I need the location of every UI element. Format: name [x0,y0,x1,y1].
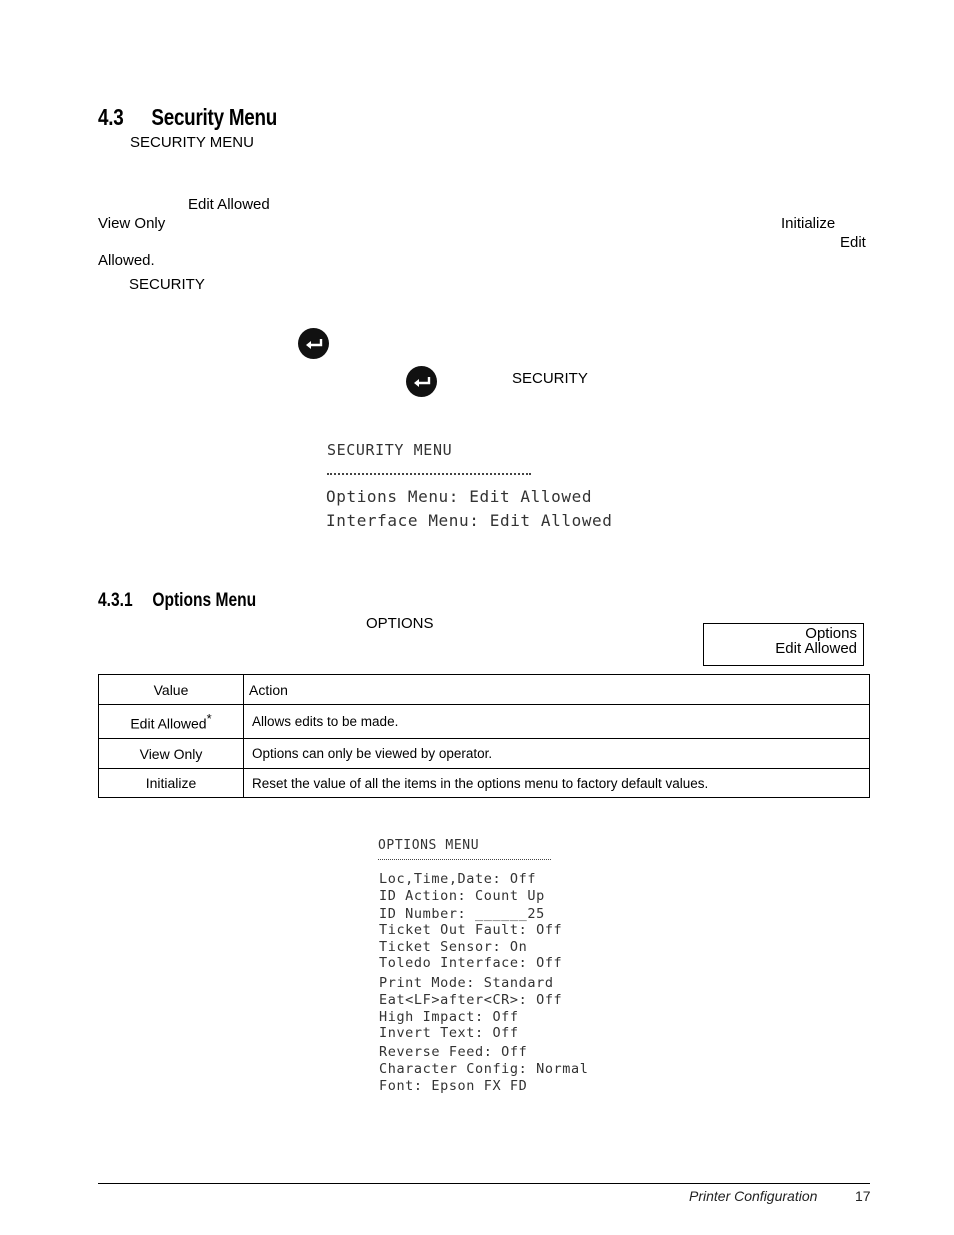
security-text-1: SECURITY [129,276,205,293]
initialize-text: Initialize [781,215,836,232]
options-printout-line: Ticket Out Fault: Off [379,922,563,938]
view-only-text: View Only [98,215,166,232]
table-cell-action: Options can only be viewed by operator. [244,739,870,769]
section-number: 4.3 [98,104,124,130]
sidebox-line-edit-allowed: Edit Allowed [775,640,857,657]
edit-allowed-text: Edit Allowed [188,196,270,213]
options-printout-line: High Impact: Off [379,1009,519,1025]
table-cell-action: Allows edits to be made. [244,705,870,739]
menu-path-sidebox [703,623,864,666]
subsection-number: 4.3.1 [98,590,133,611]
table-cell-value: View Only [99,739,244,769]
subsection-title: Options Menu [152,590,257,611]
options-printout-line: Eat<LF>after<CR>: Off [379,992,563,1008]
enter-key-icon [298,328,329,359]
table-header-row [99,675,870,705]
enter-key-icon [406,366,437,397]
printout-divider [378,859,551,860]
footer-chapter: Printer Configuration [689,1188,818,1204]
options-printout-line: Font: Epson FX FD [379,1078,528,1094]
security-menu-text: SECURITY MENU [130,134,254,151]
security-text-2: SECURITY [512,370,588,387]
edit-text: Edit [840,234,866,251]
table-header-action: Action [244,675,870,705]
table-header-value: Value [99,675,244,705]
security-printout-line: Options Menu: Edit Allowed [326,487,593,506]
options-text: OPTIONS [366,615,434,632]
options-printout-line: ID Number: ______25 [379,906,545,922]
subsection-heading [98,590,256,612]
options-printout-line: Ticket Sensor: On [379,939,528,955]
section-title: Security Menu [151,104,278,130]
table-cell-value: Initialize [99,769,244,798]
options-printout-line: Invert Text: Off [379,1025,519,1041]
security-printout-line: Interface Menu: Edit Allowed [326,511,613,530]
printout-divider [327,473,531,475]
allowed-text: Allowed. [98,252,155,269]
table-row [99,739,870,769]
options-printout-line: Character Config: Normal [379,1061,589,1077]
footer-page-number: 17 [855,1188,871,1204]
options-printout-title: OPTIONS MENU [378,838,480,853]
section-heading [98,104,277,131]
table-row [99,769,870,798]
options-printout-line: Loc,Time,Date: Off [379,871,537,887]
table-cell-value [99,705,244,739]
table-cell-action: Reset the value of all the items in the options menu to factory default values. [244,769,870,798]
table-row [99,705,870,739]
options-printout-line: ID Action: Count Up [379,888,545,904]
footer-rule [98,1183,870,1184]
options-printout-line: Toledo Interface: Off [379,955,563,971]
default-marker: * [206,711,212,727]
value-label: Edit Allowed [130,715,207,732]
options-printout-line: Reverse Feed: Off [379,1044,528,1060]
sidebox-line-options: Options [805,625,857,642]
options-printout-line: Print Mode: Standard [379,975,554,991]
security-printout-title: SECURITY MENU [327,441,453,459]
options-values-table [98,674,870,798]
